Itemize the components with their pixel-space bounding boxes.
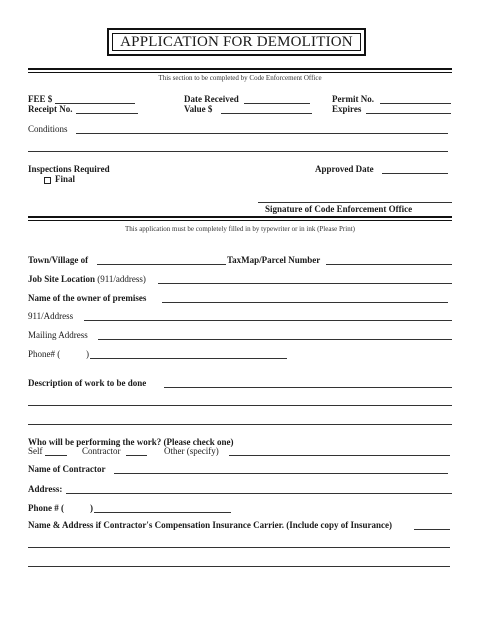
applicant-note: This application must be completely filled in by typewriter or in ink (Please Print) <box>125 225 355 233</box>
town-field[interactable] <box>97 264 226 265</box>
contractor-phone-close: ) <box>90 503 93 513</box>
approved-date-field[interactable] <box>382 173 448 174</box>
mid-rule <box>28 216 452 218</box>
phone-close: ) <box>86 349 89 359</box>
signature-line[interactable] <box>258 202 452 203</box>
job-site-hint: (911/address) <box>95 274 146 284</box>
contractor-option-label: Contractor <box>82 446 121 456</box>
insurance-label: Name & Address if Contractor's Compensation Insurance Carrier. (Include copy of Insurance) <box>28 520 392 530</box>
approved-date-label: Approved Date <box>315 164 374 174</box>
self-label: Self <box>28 446 43 456</box>
inspections-label: Inspections Required <box>28 164 110 174</box>
contractor-name-field[interactable] <box>114 473 448 474</box>
description-label: Description of work to be done <box>28 378 147 388</box>
title-box <box>107 28 366 56</box>
contractor-address-label: Address: <box>28 484 63 494</box>
date-received-field[interactable] <box>244 103 310 104</box>
value-label: Value $ <box>184 104 213 114</box>
contractor-address-field[interactable] <box>66 493 452 494</box>
top-rule-thin <box>28 72 452 73</box>
mailing-field[interactable] <box>98 339 452 340</box>
address911-label: 911/Address <box>28 311 74 321</box>
description-field-2[interactable] <box>28 405 452 406</box>
conditions-field-2[interactable] <box>28 151 448 152</box>
conditions-label: Conditions <box>28 124 68 134</box>
other-label: Other (specify) <box>164 446 219 456</box>
phone-field[interactable] <box>90 358 287 359</box>
insurance-field-2[interactable] <box>28 547 450 548</box>
mid-rule-thin <box>28 220 452 221</box>
value-field[interactable] <box>221 113 312 114</box>
town-label: Town/Village of <box>28 255 89 265</box>
conditions-field[interactable] <box>76 133 448 134</box>
self-field[interactable] <box>45 455 67 456</box>
insurance-field[interactable] <box>414 529 450 530</box>
who-label: Who will be performing the work? (Please check one) <box>28 437 234 447</box>
signature-label: Signature of Code Enforcement Office <box>265 204 413 214</box>
other-field[interactable] <box>229 455 450 456</box>
fee-label: FEE $ <box>28 94 53 104</box>
insurance-field-3[interactable] <box>28 566 450 567</box>
office-note: This section to be completed by Code Enforcement Office <box>158 74 322 82</box>
permit-field[interactable] <box>380 103 451 104</box>
job-site-field[interactable] <box>158 283 452 284</box>
address911-field[interactable] <box>84 320 452 321</box>
owner-field[interactable] <box>162 302 448 303</box>
job-site-label-text: Job Site Location <box>28 274 96 284</box>
contractor-phone-label: Phone # ( <box>28 503 64 513</box>
contractor-name-label: Name of Contractor <box>28 464 106 474</box>
contractor-phone-field[interactable] <box>94 512 231 513</box>
mailing-label: Mailing Address <box>28 330 88 340</box>
contractor-option-field[interactable] <box>126 455 147 456</box>
receipt-label: Receipt No. <box>28 104 73 114</box>
taxmap-label: TaxMap/Parcel Number <box>227 255 321 265</box>
expires-field[interactable] <box>366 113 451 114</box>
owner-label: Name of the owner of premises <box>28 293 147 303</box>
receipt-field[interactable] <box>76 113 138 114</box>
permit-label: Permit No. <box>332 94 374 104</box>
final-checkbox[interactable] <box>44 177 51 184</box>
description-field-3[interactable] <box>28 424 452 425</box>
top-rule <box>28 68 452 70</box>
page-title: APPLICATION FOR DEMOLITION <box>112 33 361 51</box>
expires-label: Expires <box>332 104 362 114</box>
job-site-label <box>28 274 146 284</box>
final-label: Final <box>55 174 76 184</box>
description-field[interactable] <box>164 387 452 388</box>
date-received-label: Date Received <box>184 94 239 104</box>
phone-label: Phone# ( <box>28 349 61 359</box>
taxmap-field[interactable] <box>326 264 452 265</box>
